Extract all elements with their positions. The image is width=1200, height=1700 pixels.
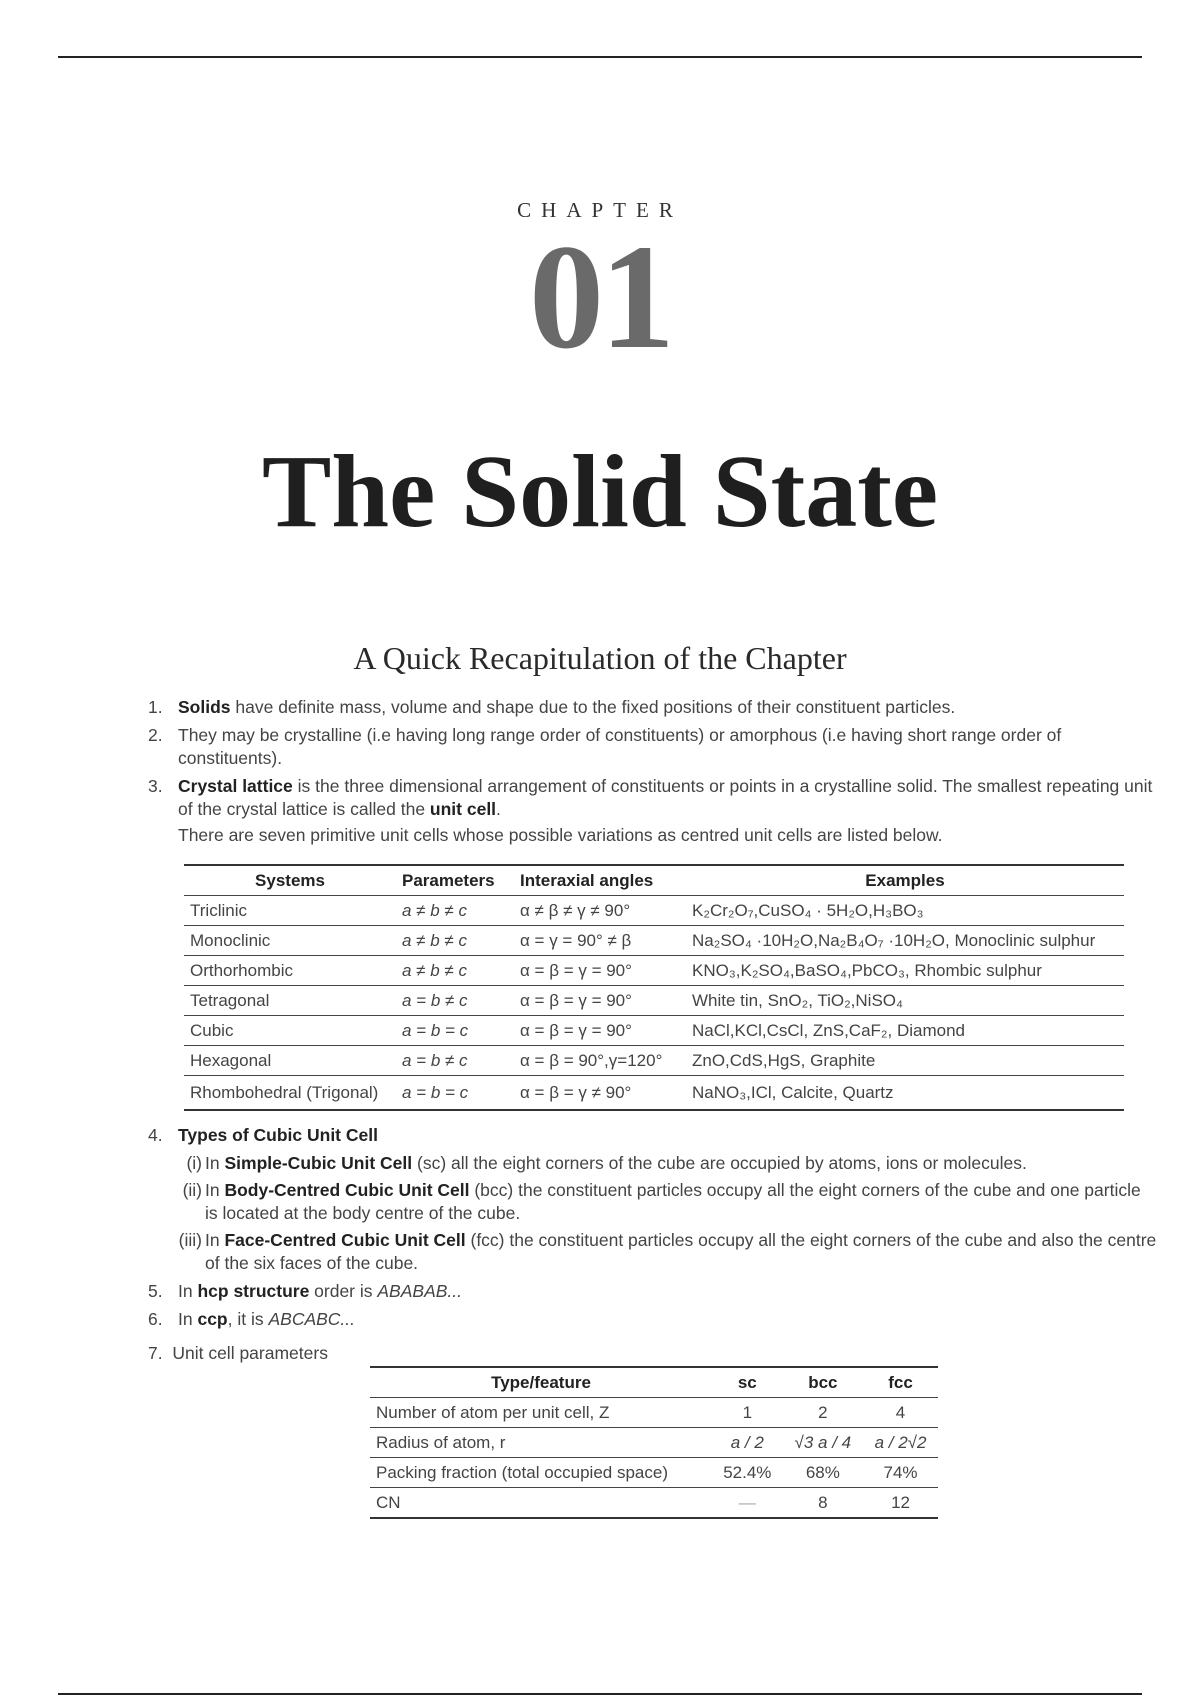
- table-cell: α ≠ β ≠ γ ≠ 90°: [514, 896, 686, 926]
- table-row: [370, 1398, 938, 1428]
- table-cell: KNO₃,K₂SO₄,BaSO₄,PbCO₃, Rhombic sulphur: [686, 956, 1124, 986]
- table-cell: 52.4%: [712, 1458, 783, 1488]
- table-cell: K₂Cr₂O₇,CuSO₄ · 5H₂O,H₃BO₃: [686, 896, 1124, 926]
- table-cell: 4: [863, 1398, 938, 1428]
- table-cell: a / 2√2: [863, 1428, 938, 1458]
- table-row: [184, 896, 1124, 926]
- table-cell: Number of atom per unit cell, Z: [370, 1398, 712, 1428]
- table-row: [184, 986, 1124, 1016]
- table-row: [184, 1016, 1124, 1046]
- table-cell: —: [712, 1488, 783, 1519]
- table-cell: Cubic: [184, 1016, 396, 1046]
- recap-list: [148, 696, 1158, 852]
- column-header: Examples: [686, 865, 1124, 896]
- column-header: Type/feature: [370, 1367, 712, 1398]
- column-header: Interaxial angles: [514, 865, 686, 896]
- unit-cell-parameters-table: [370, 1366, 938, 1519]
- list-item: 4. Types of Cubic Unit Cell (i) In Simple-Cubic Unit Cell (sc) all the eight corners of the cube are occupied by atoms, ions or molecules. (ii) In Body-Centred Cubic Unit Cell (bcc) the constituent particles occupy all the eight corners of the cube and one particle is located at the body centre of the cube. (iii) In Face-Centred Cubic Unit Cell (fcc) the constituent particles occupy all the eight corners of the cube and also the centre of the six faces of the cube.: [148, 1125, 1157, 1273]
- table-cell: NaCl,KCl,CsCl, ZnS,CaF₂, Diamond: [686, 1016, 1124, 1046]
- table-row: [184, 1046, 1124, 1076]
- table-cell: a = b = c: [396, 1016, 514, 1046]
- table-cell: Packing fraction (total occupied space): [370, 1458, 712, 1488]
- table-cell: a ≠ b ≠ c: [396, 956, 514, 986]
- table-row: [370, 1488, 938, 1519]
- list-item: (iii) In Face-Centred Cubic Unit Cell (fcc) the constituent particles occupy all the eight corners of the cube and also the centre of the six faces of the cube.: [178, 1230, 1157, 1273]
- table-cell: Monoclinic: [184, 926, 396, 956]
- table-cell: α = β = 90°,γ=120°: [514, 1046, 686, 1076]
- recap-heading: A Quick Recapitulation of the Chapter: [353, 640, 847, 676]
- table-cell: ZnO,CdS,HgS, Graphite: [686, 1046, 1124, 1076]
- chapter-number: 01: [529, 214, 671, 380]
- recap-list-continued: [148, 1124, 1158, 1336]
- table-header-row: [370, 1367, 938, 1398]
- column-header: fcc: [863, 1367, 938, 1398]
- table-cell: 1: [712, 1398, 783, 1428]
- table-row: [184, 1076, 1124, 1111]
- table-cell: Orthorhombic: [184, 956, 396, 986]
- list-item: 2. They may be crystalline (i.e having long range order of constituents) or amorphous (i.e having short range order of constituents).: [148, 725, 1062, 768]
- table-cell: α = γ = 90° ≠ β: [514, 926, 686, 956]
- table-cell: 74%: [863, 1458, 938, 1488]
- top-rule: [58, 56, 1142, 58]
- table-cell: a ≠ b ≠ c: [396, 926, 514, 956]
- table-cell: CN: [370, 1488, 712, 1519]
- list-item: 7. Unit cell parameters: [148, 1343, 328, 1363]
- column-header: Systems: [184, 865, 396, 896]
- cubic-types-list: [178, 1152, 1158, 1275]
- column-header: bcc: [783, 1367, 863, 1398]
- table-row: [370, 1458, 938, 1488]
- table-cell: α = β = γ = 90°: [514, 1016, 686, 1046]
- table-cell: √3 a / 4: [783, 1428, 863, 1458]
- table-cell: Hexagonal: [184, 1046, 396, 1076]
- table-cell: NaNO₃,ICl, Calcite, Quartz: [686, 1076, 1124, 1111]
- table-cell: Tetragonal: [184, 986, 396, 1016]
- table-cell: α = β = γ ≠ 90°: [514, 1076, 686, 1111]
- bottom-rule: [58, 1693, 1142, 1695]
- table-cell: α = β = γ = 90°: [514, 986, 686, 1016]
- list-item: 5. In hcp structure order is ABABAB...: [148, 1281, 462, 1301]
- chapter-title: The Solid State: [261, 434, 939, 549]
- table-cell: α = β = γ = 90°: [514, 956, 686, 986]
- list-item: (i) In Simple-Cubic Unit Cell (sc) all the eight corners of the cube are occupied by atoms, ions or molecules.: [186, 1153, 1027, 1173]
- table-cell: White tin, SnO₂, TiO₂,NiSO₄: [686, 986, 1124, 1016]
- table-row: [184, 926, 1124, 956]
- list-item: 6. In ccp, it is ABCABC...: [148, 1309, 356, 1329]
- table-cell: 68%: [783, 1458, 863, 1488]
- table-cell: Radius of atom, r: [370, 1428, 712, 1458]
- table-cell: 2: [783, 1398, 863, 1428]
- table-cell: a = b = c: [396, 1076, 514, 1111]
- table-cell: 12: [863, 1488, 938, 1519]
- table-row: [370, 1428, 938, 1458]
- table-cell: Na₂SO₄ ·10H₂O,Na₂B₄O₇ ·10H₂O, Monoclinic sulphur: [686, 926, 1124, 956]
- list-item: 3. Crystal lattice is the three dimensional arrangement of constituents or points in a crystalline solid. The smallest repeating unit of the crystal lattice is called the unit cell. There are seven primitive unit cells whose possible variations as centred unit cells are listed below.: [148, 775, 1158, 847]
- list-item: 1. Solids have definite mass, volume and shape due to the fixed positions of their constituent particles.: [148, 697, 956, 717]
- list-item: (ii) In Body-Centred Cubic Unit Cell (bcc) the constituent particles occupy all the eight corners of the cube and one particle is located at the body centre of the cube.: [182, 1180, 1141, 1223]
- table-cell: a = b ≠ c: [396, 986, 514, 1016]
- table-header-row: [184, 865, 1124, 896]
- table-cell: Triclinic: [184, 896, 396, 926]
- table-cell: 8: [783, 1488, 863, 1519]
- chapter-label: CHAPTER: [517, 198, 683, 222]
- crystal-systems-table: [184, 864, 1124, 1111]
- table-cell: a / 2: [712, 1428, 783, 1458]
- column-header: sc: [712, 1367, 783, 1398]
- table-cell: a = b ≠ c: [396, 1046, 514, 1076]
- table-row: [184, 956, 1124, 986]
- table-cell: a ≠ b ≠ c: [396, 896, 514, 926]
- systems-intro: There are seven primitive unit cells whose possible variations as centred unit cells are listed below.: [178, 825, 943, 845]
- column-header: Parameters: [396, 865, 514, 896]
- table-cell: Rhombohedral (Trigonal): [184, 1076, 396, 1111]
